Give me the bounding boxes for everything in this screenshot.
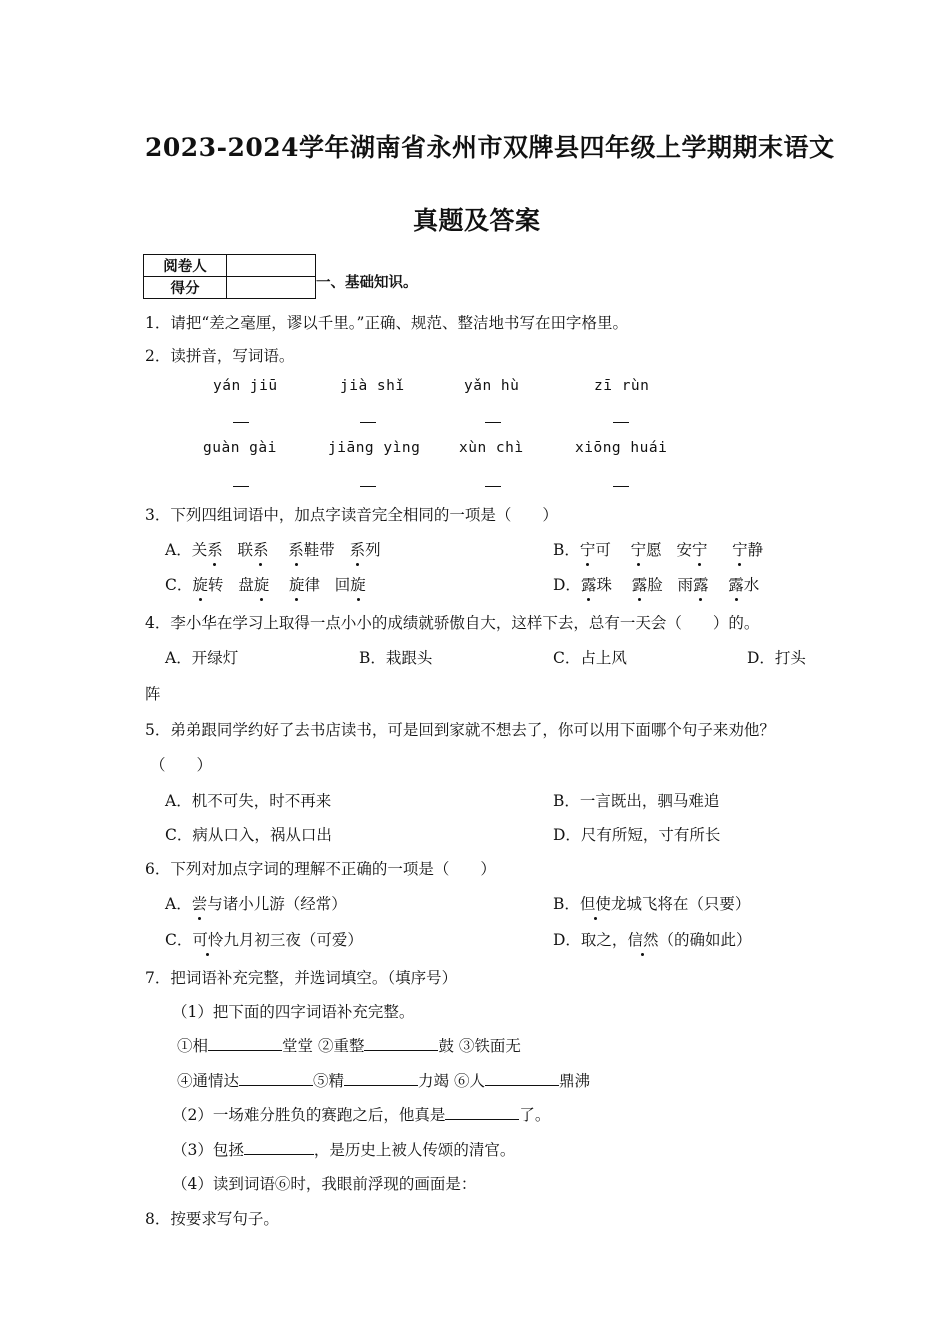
score-table-reviewer-label: 阅卷人 xyxy=(144,255,227,277)
q5-paren: （ ） xyxy=(150,756,213,774)
q7-part-4: （4）读到词语⑥时，我眼前浮现的画面是： xyxy=(172,1175,477,1193)
question-3: 3．下列四组词语中，加点字读音完全相同的一项是（ ） xyxy=(145,506,558,524)
question-2: 2．读拼音，写词语。 xyxy=(145,347,295,365)
question-7: 7．把词语补充完整，并选词填空。（填序号） xyxy=(145,969,458,987)
pinyin-item: jià shǐ xyxy=(340,378,405,394)
question-5: 5．弟弟跟同学约好了去书店读书，可是回到家就不想去了，你可以用下面哪个句子来劝他？ xyxy=(145,721,775,739)
fill-blank xyxy=(239,1071,313,1086)
score-table-score-cell xyxy=(227,277,316,299)
answer-blank xyxy=(613,486,629,487)
q5-option-b: B．一言既出，驷马难追 xyxy=(553,792,720,810)
fill-blank xyxy=(244,1140,314,1155)
q5-option-d: D．尺有所短，寸有所长 xyxy=(553,826,721,844)
pinyin-item: xiōng huái xyxy=(575,440,668,456)
q6-option-a: A．尝与诸小儿游（经常） xyxy=(165,892,347,914)
q3-option-a: A．关系 联系 系鞋带 系列 xyxy=(165,538,381,560)
answer-blank xyxy=(360,422,376,423)
score-table-reviewer-cell xyxy=(227,255,316,277)
q4-option-c: C．占上风 xyxy=(553,649,627,667)
fill-blank xyxy=(208,1036,282,1051)
question-8: 8．按要求写句子。 xyxy=(145,1210,279,1228)
q3-option-c: C．旋转 盘旋 旋律 回旋 xyxy=(165,573,366,595)
q6-option-b: B．但使龙城飞将在（只要） xyxy=(553,892,750,914)
fill-blank xyxy=(364,1036,438,1051)
q7-part-1: （1）把下面的四字词语补充完整。 xyxy=(172,1003,415,1021)
fill-blank xyxy=(445,1105,519,1120)
q6-option-d: D．取之，信然（的确如此） xyxy=(553,928,751,950)
question-4: 4．李小华在学习上取得一点小小的成绩就骄傲自大，这样下去，总有一天会（ ）的。 xyxy=(145,614,760,632)
answer-blank xyxy=(233,422,249,423)
answer-blank xyxy=(613,422,629,423)
q3-option-d: D．露珠 露脸 雨露 露水 xyxy=(553,573,759,595)
doc-title-line2: 真题及答案 xyxy=(413,206,541,235)
answer-blank xyxy=(485,486,501,487)
q3-option-b: B．宁可 宁愿 安宁 宁静 xyxy=(553,538,763,560)
answer-blank xyxy=(360,486,376,487)
pinyin-item: yǎn hù xyxy=(464,378,520,394)
answer-blank xyxy=(485,422,501,423)
q4-option-b: B．栽跟头 xyxy=(359,649,433,667)
question-6: 6．下列对加点字词的理解不正确的一项是（ ） xyxy=(145,860,496,878)
pinyin-item: zī rùn xyxy=(594,378,650,394)
q7-part-2: （2）一场难分胜负的赛跑之后，他真是 了。 xyxy=(172,1106,551,1124)
pinyin-item: xùn chì xyxy=(459,440,524,456)
score-table-score-label: 得分 xyxy=(144,277,227,299)
answer-blank xyxy=(233,486,249,487)
q7-row-2: ④通情达 ⑤精 力竭 ⑥人 鼎沸 xyxy=(177,1072,590,1090)
score-table xyxy=(143,254,316,299)
section-heading: 一、基础知识。 xyxy=(316,274,418,291)
q4-option-a: A．开绿灯 xyxy=(165,649,239,667)
q4-option-d-wrap: 阵 xyxy=(145,685,161,703)
pinyin-item: yán jiū xyxy=(213,378,278,394)
q7-part-3: （3）包拯 ，是历史上被人传颂的清官。 xyxy=(172,1141,516,1159)
fill-blank xyxy=(344,1071,418,1086)
pinyin-item: guàn gài xyxy=(203,440,277,456)
q4-option-d: D．打头 xyxy=(747,649,806,667)
q5-option-c: C．病从口入，祸从口出 xyxy=(165,826,332,844)
q6-option-c: C．可怜九月初三夜（可爱） xyxy=(165,928,363,950)
q7-row-1: ①相 堂堂 ②重整 鼓 ③铁面无 xyxy=(177,1037,521,1055)
q5-option-a: A．机不可失，时不再来 xyxy=(165,792,332,810)
doc-title-line1: 2023-2024学年湖南省永州市双牌县四年级上学期期末语文 xyxy=(145,133,835,162)
question-1: 1．请把“差之毫厘，谬以千里。”正确、规范、整洁地书写在田字格里。 xyxy=(145,314,628,332)
pinyin-item: jiāng yìng xyxy=(328,440,421,456)
fill-blank xyxy=(485,1071,559,1086)
